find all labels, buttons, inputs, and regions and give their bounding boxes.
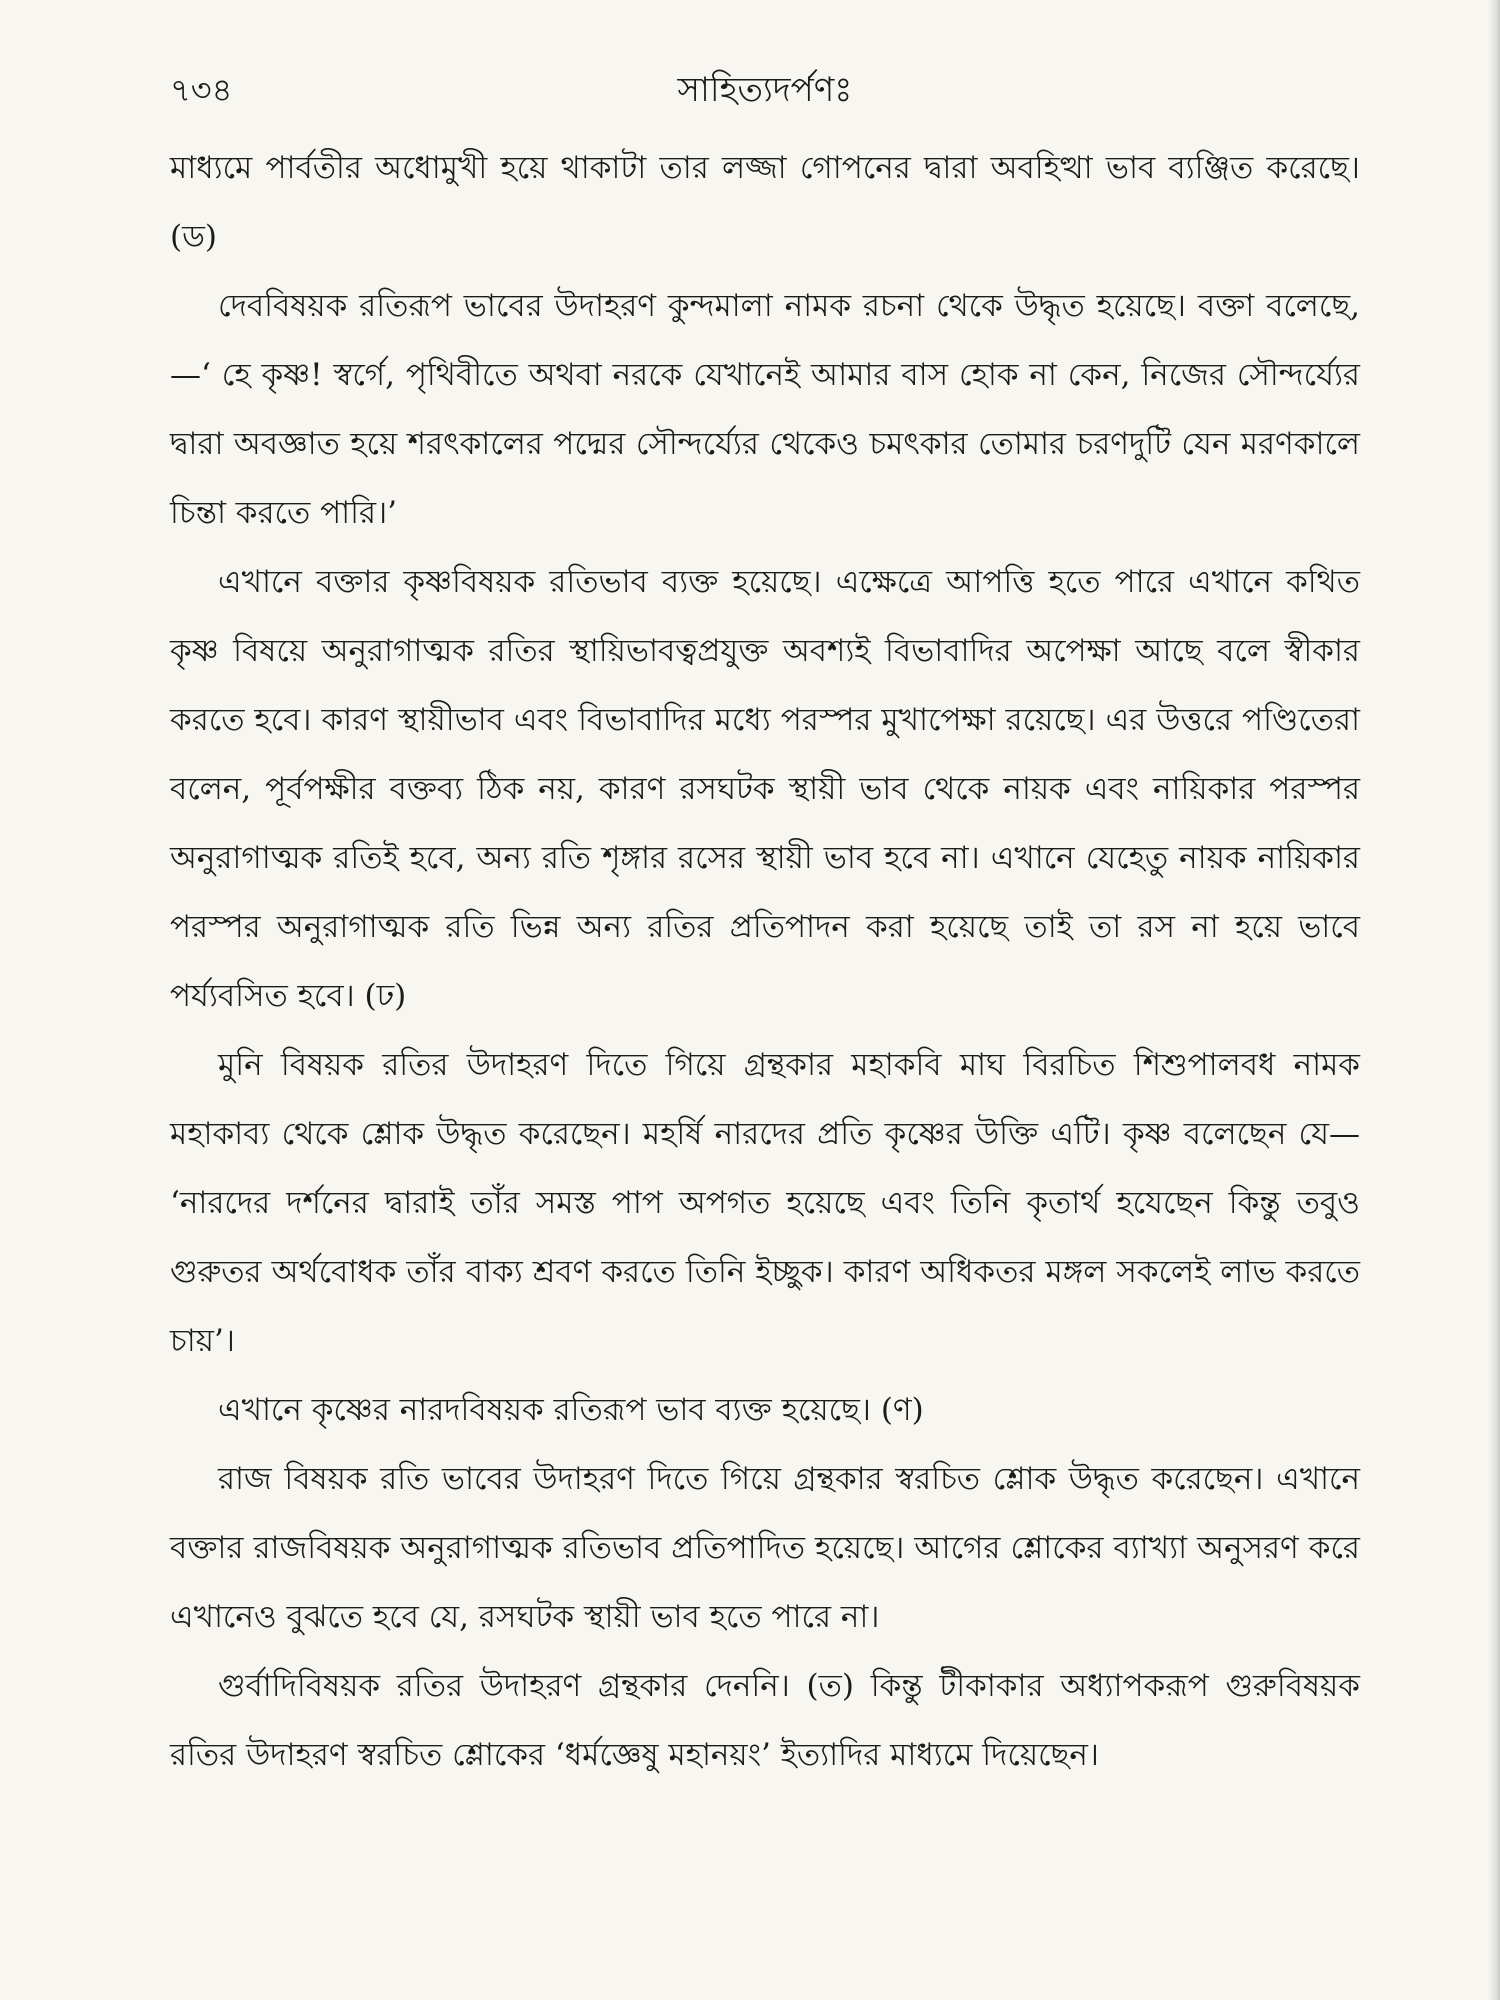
paragraph-continuation: মাধ্যমে পার্বতীর অধোমুখী হয়ে থাকাটা তার লজ্জা গোপনের দ্বারা অবহিত্থা ভাব ব্যঞ্জিত করেছে। (ড): [170, 150, 1360, 255]
page-edge-shadow: [1488, 0, 1500, 2000]
paragraph-deva-rati: দেববিষয়ক রতিরূপ ভাবের উদাহরণ কুন্দমালা নামক রচনা থেকে উদ্ধৃত হয়েছে। বক্তা বলেছে,—‘ হে কৃষ্ণ! স্বর্গে, পৃথিবীতে অথবা নরকে যেখানেই আমার বাস হোক না কেন, নিজের সৌন্দর্য্যের দ্বারা অবজ্ঞাত হয়ে শরৎকালের পদ্মের সৌন্দর্য্যের থেকেও চমৎকার তোমার চরণদুটি যেন মরণকালে চিন্তা করতে পারি।’: [170, 288, 1360, 531]
paragraph-muni-rati: মুনি বিষয়ক রতির উদাহরণ দিতে গিয়ে গ্রন্থকার মহাকবি মাঘ বিরচিত শিশুপালবধ নামক মহাকাব্য থেকে শ্লোক উদ্ধৃত করেছেন। মহর্ষি নারদের প্রতি কৃষ্ণের উক্তি এটি। কৃষ্ণ বলেছেন যে— ‘নারদের দর্শনের দ্বারাই তাঁর সমস্ত পাপ অপগত হয়েছে এবং তিনি কৃতার্থ হযেছেন কিন্তু তবুও গুরুতর অর্থবোধক তাঁর বাক্য শ্রবণ করতে তিনি ইচ্ছুক। কারণ অধিকতর মঙ্গল সকলেই লাভ করতে চায়’।: [170, 1047, 1360, 1359]
paragraph-raja-rati: রাজ বিষয়ক রতি ভাবের উদাহরণ দিতে গিয়ে গ্রন্থকার স্বরচিত শ্লোক উদ্ধৃত করেছেন। এখানে বক্তার রাজবিষয়ক অনুরাগাত্মক রতিভাব প্রতিপাদিত হয়েছে। আগের শ্লোকের ব্যাখ্যা অনুসরণ করে এখানেও বুঝতে হবে যে, রসঘটক স্থায়ী ভাব হতে পারে না।: [170, 1461, 1360, 1635]
paragraph-krishna-rati-discussion: এখানে বক্তার কৃষ্ণবিষয়ক রতিভাব ব্যক্ত হয়েছে। এক্ষেত্রে আপত্তি হতে পারে এখানে কথিত কৃষ্ণ বিষয়ে অনুরাগাত্মক রতির স্থায়িভাবত্বপ্রযুক্ত অবশ্যই বিভাবাদির অপেক্ষা আছে বলে স্বীকার করতে হবে। কারণ স্থায়ীভাব এবং বিভাবাদির মধ্যে পরস্পর মুখাপেক্ষা রয়েছে। এর উত্তরে পণ্ডিতেরা বলেন, পূর্বপক্ষীর বক্তব্য ঠিক নয়, কারণ রসঘটক স্থায়ী ভাব থেকে নায়ক এবং নায়িকার পরস্পর অনুরাগাত্মক রতিই হবে, অন্য রতি শৃঙ্গার রসের স্থায়ী ভাব হবে না। এখানে যেহেতু নায়ক নায়িকার পরস্পর অনুরাগাত্মক রতি ভিন্ন অন্য রতির প্রতিপাদন করা হয়েছে তাই তা রস না হয়ে ভাবে পর্য্যবসিত হবে। (ঢ): [170, 564, 1360, 1014]
running-title: সাহিত্যদর্পণঃ: [677, 70, 853, 110]
body-text: [170, 134, 1360, 1790]
page-header: [170, 60, 1360, 120]
paragraph-narada-rati: এখানে কৃষ্ণের নারদবিষয়ক রতিরূপ ভাব ব্যক্ত হয়েছে। (ণ): [218, 1392, 924, 1428]
page-number: ৭৩৪: [170, 71, 233, 109]
paragraph-guru-rati: গুর্বাদিবিষয়ক রতির উদাহরণ গ্রন্থকার দেননি। (ত) কিন্তু টীকাকার অধ্যাপকরূপ গুরুবিষয়ক রতির উদাহরণ স্বরচিত শ্লোকের ‘ধর্মজ্ঞেষু মহানয়ং’ ইত্যাদির মাধ্যমে দিয়েছেন।: [170, 1668, 1360, 1773]
